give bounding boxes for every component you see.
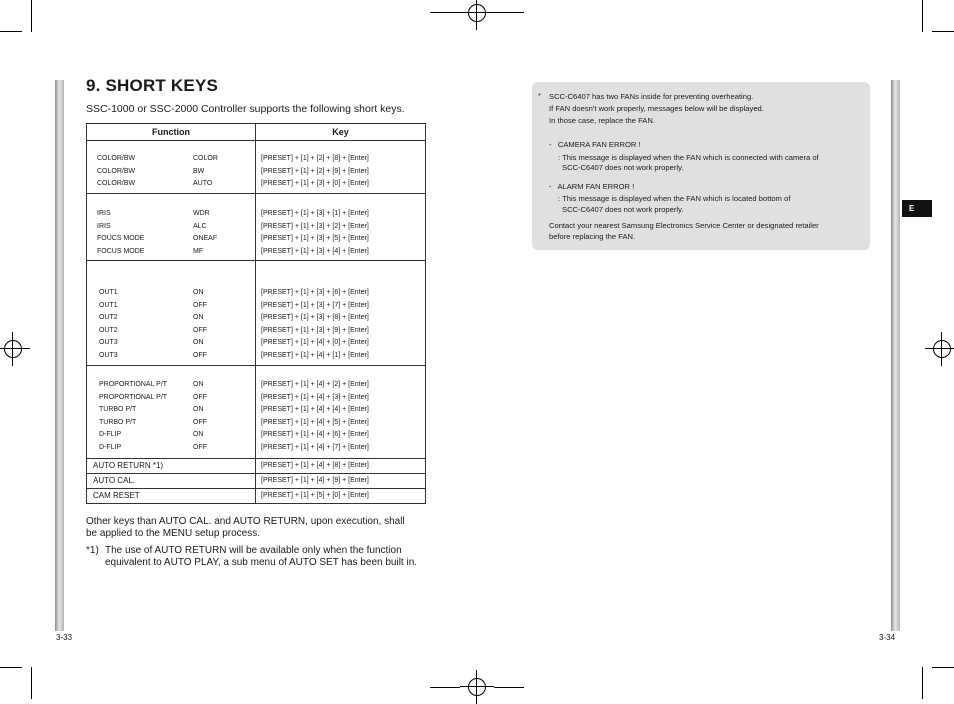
crop-mark [494, 12, 524, 13]
footnote-marker: *1) [86, 545, 99, 556]
crop-mark [0, 667, 22, 668]
note-line: Contact your nearest Samsung Electronics Service Center or designated retailer [549, 221, 819, 230]
function-name: OUT1 [99, 289, 118, 296]
key-sequence: [PRESET] + [1] + [4] + [6] + [Enter] [261, 431, 369, 438]
registration-mark-icon [460, 0, 494, 30]
crop-mark [494, 687, 524, 688]
function-option: OFF [193, 351, 207, 359]
table-row-group-outputs [87, 261, 426, 366]
key-sequence: [PRESET] + [1] + [3] + [8] + [Enter] [261, 314, 369, 321]
footnote-line1: The use of AUTO RETURN will be available only when the function [105, 545, 402, 556]
function-name: OUT3 [99, 351, 118, 359]
key-sequence: [PRESET] + [1] + [2] + [8] + [Enter] [261, 155, 369, 162]
function-option: ON [193, 431, 204, 438]
key-sequence: [PRESET] + [1] + [4] + [4] + [Enter] [261, 406, 369, 413]
function-option: ON [193, 339, 204, 346]
function-option: OFF [193, 326, 207, 334]
function-name: FOCUS MODE [97, 247, 145, 255]
note-line: - CAMERA FAN ERROR ! [549, 140, 641, 149]
page-edge-bar [891, 80, 900, 631]
key-sequence: [PRESET] + [1] + [4] + [8] + [Enter] [256, 459, 426, 474]
key-sequence: [PRESET] + [1] + [3] + [0] + [Enter] [261, 180, 369, 187]
function-cell [87, 366, 256, 459]
key-sequence: [PRESET] + [1] + [3] + [7] + [Enter] [261, 301, 369, 309]
table-row-group-iris-focus [87, 194, 426, 261]
function-option: ALC [193, 222, 207, 230]
function-name: COLOR/BW [97, 155, 136, 162]
key-sequence: [PRESET] + [1] + [3] + [2] + [Enter] [261, 222, 369, 230]
header-key: Key [256, 124, 426, 141]
note-line: : This message is displayed when the FAN which is located bottom of [558, 194, 791, 203]
function-option: ON [193, 289, 204, 296]
crop-mark [31, 0, 32, 32]
key-sequence: [PRESET] + [1] + [4] + [7] + [Enter] [261, 443, 369, 451]
function-name: TURBO P/T [99, 418, 137, 426]
note-line: SCC-C6407 does not work properly. [562, 163, 684, 172]
function-name: D-FLIP [99, 443, 122, 451]
crop-mark [922, 0, 923, 32]
function-name: OUT2 [99, 326, 118, 334]
key-sequence: [PRESET] + [1] + [4] + [5] + [Enter] [261, 418, 369, 426]
key-sequence: [PRESET] + [1] + [2] + [9] + [Enter] [261, 167, 369, 175]
function-option: ONEAF [193, 235, 218, 242]
function-name: PROPORTIONAL P/T [99, 381, 168, 388]
page-number-left: 3-33 [56, 633, 73, 642]
header-function: Function [87, 124, 256, 141]
table-row [87, 459, 426, 474]
crop-mark [430, 687, 460, 688]
function-name: FOUCS MODE [97, 235, 145, 242]
note-line: If FAN doesn't work properly, messages below will be displayed. [549, 104, 764, 113]
function-name: OUT1 [99, 301, 118, 309]
key-sequence: [PRESET] + [1] + [4] + [2] + [Enter] [261, 381, 369, 388]
key-sequence: [PRESET] + [1] + [4] + [0] + [Enter] [261, 339, 369, 346]
note-line: In those case, replace the FAN. [549, 116, 655, 125]
function-option: BW [193, 167, 205, 175]
function-name: COLOR/BW [97, 180, 136, 187]
function-option: COLOR [193, 155, 218, 162]
crop-mark [932, 31, 954, 32]
function-option: OFF [193, 443, 207, 451]
function-option: AUTO [193, 180, 213, 187]
function-name: OUT3 [99, 339, 118, 346]
key-cell [256, 261, 426, 366]
key-cell [256, 141, 426, 194]
function-name: D-FLIP [99, 431, 122, 438]
note-line: SCC-C6407 does not work properly. [562, 205, 684, 214]
function-option: ON [193, 314, 204, 321]
note-line: - ALARM FAN ERROR ! [549, 182, 635, 191]
key-sequence: [PRESET] + [1] + [3] + [6] + [Enter] [261, 289, 369, 296]
function-cell [87, 261, 256, 366]
table-row [87, 474, 426, 489]
key-sequence: [PRESET] + [1] + [5] + [0] + [Enter] [256, 489, 426, 504]
key-sequence: [PRESET] + [1] + [3] + [1] + [Enter] [261, 210, 369, 217]
note-line: : This message is displayed when the FAN which is connected with camera of [558, 153, 819, 162]
key-sequence: [PRESET] + [1] + [4] + [1] + [Enter] [261, 351, 369, 359]
note-auto-keys-line2: be applied to the MENU setup process. [86, 528, 260, 539]
language-tab: E [902, 200, 932, 217]
key-sequence: [PRESET] + [1] + [3] + [9] + [Enter] [261, 326, 369, 334]
function-cell [87, 141, 256, 194]
key-cell [256, 366, 426, 459]
function-option: OFF [193, 418, 207, 426]
key-sequence: [PRESET] + [1] + [4] + [3] + [Enter] [261, 393, 369, 401]
note-line: before replacing the FAN. [549, 232, 636, 241]
function-cell [87, 194, 256, 261]
note-auto-keys-line1: Other keys than AUTO CAL. and AUTO RETURN, upon execution, shall [86, 516, 405, 527]
page-number-right: 3-34 [879, 633, 896, 642]
function-name: TURBO P/T [99, 406, 137, 413]
function-option: OFF [193, 393, 207, 401]
function-name: COLOR/BW [97, 167, 136, 175]
page-edge-bar [55, 80, 64, 631]
function-option: WDR [193, 210, 210, 217]
function-cell: CAM RESET [87, 489, 256, 504]
crop-mark [430, 12, 460, 13]
key-sequence: [PRESET] + [1] + [4] + [9] + [Enter] [256, 474, 426, 489]
crop-mark [31, 667, 32, 699]
crop-mark [922, 667, 923, 699]
table-header-row [87, 124, 426, 141]
intro-text: SSC-1000 or SSC-2000 Controller supports the following short keys. [86, 103, 405, 115]
function-name: IRIS [97, 222, 111, 230]
table-row-group-colorbw [87, 141, 426, 194]
function-option: OFF [193, 301, 207, 309]
registration-mark-icon [925, 332, 954, 366]
table-row-group-pt-flip [87, 366, 426, 459]
short-keys-table [86, 123, 426, 504]
note-marker: * [538, 91, 541, 100]
key-cell [256, 194, 426, 261]
table-row [87, 489, 426, 504]
function-option: ON [193, 381, 204, 388]
page-title: 9. SHORT KEYS [86, 76, 219, 95]
crop-mark [0, 31, 22, 32]
function-name: PROPORTIONAL P/T [99, 393, 168, 401]
crop-mark [932, 667, 954, 668]
footnote-line2: equivalent to AUTO PLAY, a sub menu of AUTO SET has been built in. [105, 557, 418, 568]
function-option: ON [193, 406, 204, 413]
registration-mark-icon [0, 332, 30, 366]
function-name: OUT2 [99, 314, 118, 321]
key-sequence: [PRESET] + [1] + [3] + [5] + [Enter] [261, 235, 369, 242]
function-cell: AUTO RETURN *1) [87, 459, 256, 474]
function-name: IRIS [97, 210, 111, 217]
note-line: SCC-C6407 has two FANs inside for preventing overheating. [549, 92, 754, 101]
key-sequence: [PRESET] + [1] + [3] + [4] + [Enter] [261, 247, 369, 255]
function-cell: AUTO CAL. [87, 474, 256, 489]
function-option: MF [193, 247, 204, 255]
